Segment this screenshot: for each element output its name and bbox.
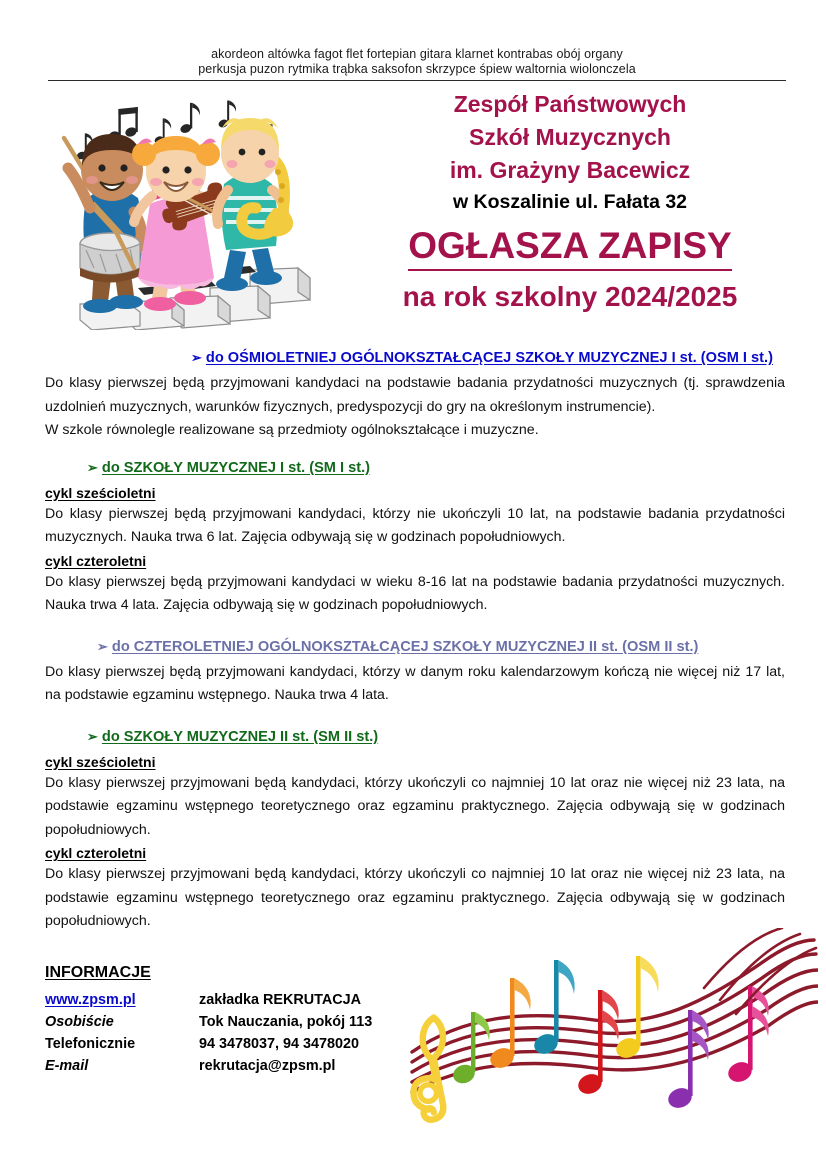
section-heading-sm-2	[45, 727, 785, 747]
school-name-line-3: im. Grażyny Bacewicz	[449, 157, 691, 183]
header-divider	[48, 80, 786, 81]
section-sm-2-cykl-6-text: Do klasy pierwszej przyjmowani będą kandydaci, którzy ukończyli co najmniej 10 lat oraz nie więcej niż 23 lata, na podstawie egzaminu wstępnego teoretycznego oraz egzaminu praktycznego. Zajęcia odbywają się w godzinach popołudniowych.	[45, 774, 785, 838]
phone-label: Telefonicznie	[45, 1036, 136, 1052]
arrow-bullet-icon: ➢	[97, 638, 108, 654]
section-osm-1	[45, 348, 785, 443]
section-sm-2	[45, 727, 785, 934]
spacer	[45, 443, 785, 458]
spacer	[45, 708, 785, 727]
contact-row-phone	[45, 1033, 465, 1055]
section-osm-1-paragraph-2: W szkole równolegle realizowane są przedmioty ogólnokształcące i muzyczne.	[45, 422, 539, 438]
section-osm-2-paragraph-1: Do klasy pierwszej będą przyjmowani kandydaci, którzy w danym roku kalendarzowym kończą nie więcej niż 17 lat, na podstawie egzaminu wstępnego. Nauka trwa 4 lata.	[45, 663, 785, 703]
saxophonist-boy	[216, 118, 293, 291]
website-link[interactable]: www.zpsm.pl	[45, 992, 136, 1008]
email-address[interactable]: rekrutacja@zpsm.pl	[199, 1058, 336, 1074]
section-sm-1-cykl-6-label: cykl sześcioletni	[45, 484, 156, 501]
section-sm-1-cykl-4-text: Do klasy pierwszej będą przyjmowani kandydaci w wieku 8-16 lat na podstawie badania przydatności muzycznych. Nauka trwa 4 lata. Zajęcia odbywają się w godzinach popołudniowych.	[45, 573, 785, 613]
section-sm-1-cykl-4-label: cykl czteroletni	[45, 552, 147, 569]
section-sm-2-cykl-6-label: cykl sześcioletni	[45, 753, 156, 770]
section-osm-2	[45, 637, 785, 708]
in-person-label: Osobiście	[45, 1014, 114, 1030]
email-label: E-mail	[45, 1058, 89, 1074]
school-year: na rok szkolny 2024/2025	[402, 281, 738, 312]
phone-numbers: 94 3478037, 94 3478020	[199, 1036, 360, 1052]
contact-information	[45, 962, 465, 1077]
note-yellow	[613, 956, 658, 1061]
section-heading-osm-1	[45, 348, 785, 368]
section-sm-1	[45, 458, 785, 618]
section-heading-sm-1-label: do SZKOŁY MUZYCZNEJ I st. (SM I st.)	[101, 459, 371, 476]
section-heading-sm-2-label: do SZKOŁY MUZYCZNEJ II st. (SM II st.)	[101, 728, 379, 745]
spacer	[45, 618, 785, 637]
section-heading-osm-1-label: do OŚMIOLETNIEJ OGÓLNOKSZTAŁCĄCEJ SZKOŁY MUZYCZNEJ I st. (OSM I st.)	[205, 350, 773, 366]
website-note: zakładka REKRUTACJA	[199, 992, 362, 1008]
section-heading-osm-2	[45, 637, 785, 657]
enrollment-sections	[45, 348, 785, 934]
contact-row-email	[45, 1055, 465, 1077]
contact-row-website	[45, 989, 465, 1011]
musical-staff-illustration	[404, 928, 818, 1134]
school-title-block	[336, 88, 804, 318]
school-name-line-1: Zespół Państwowych	[453, 91, 687, 117]
arrow-bullet-icon: ➢	[87, 728, 98, 744]
arrow-bullet-icon: ➢	[191, 350, 202, 365]
section-osm-1-paragraph-1: Do klasy pierwszej będą przyjmowani kandydaci na podstawie badania przydatności muzycznych (tj. sprawdzenia uzdolnień muzycznych, warunków fizycznych, predyspozycji do gry na określonym instrumencie).	[45, 375, 785, 415]
instrument-list	[48, 47, 786, 77]
section-sm-2-cykl-4-text: Do klasy pierwszej przyjmowani będą kandydaci, którzy ukończyli co najmniej 10 lat oraz nie więcej niż 23 lata, na podstawie egzaminu wstępnego teoretycznego oraz egzaminu praktycznego. Zajęcia odbywają się w godzinach popołudniowych.	[45, 866, 785, 929]
instrument-list-line-2: perkusja puzon rytmika trąbka saksofon skrzypce śpiew waltornia wiolonczela	[198, 62, 636, 76]
section-heading-osm-2-label: do CZTEROLETNIEJ OGÓLNOKSZTAŁCĄCEJ SZKOŁY MUZYCZNEJ II st. (OSM II st.)	[111, 638, 699, 655]
school-name-line-2: Szkół Muzycznych	[469, 124, 671, 150]
announcement-headline: OGŁASZA ZAPISY	[336, 222, 804, 269]
note-orange	[487, 978, 530, 1071]
contact-row-in-person	[45, 1011, 465, 1033]
section-heading-sm-1	[45, 458, 785, 478]
arrow-bullet-icon: ➢	[87, 459, 98, 475]
children-musicians-illustration	[52, 92, 327, 330]
section-sm-1-cykl-6-text: Do klasy pierwszej będą przyjmowani kandydaci, którzy nie ukończyli 10 lat, na podstawie badania przydatności muzycznych. Nauka trwa 6 lat. Zajęcia odbywają się w godzinach popołudniowych.	[45, 505, 785, 545]
in-person-value: Tok Nauczania, pokój 113	[199, 1014, 373, 1030]
instrument-list-line-1: akordeon altówka fagot flet fortepian gitara klarnet kontrabas obój organy	[211, 47, 623, 61]
contact-information-title: INFORMACJE	[45, 964, 151, 981]
section-sm-2-cykl-4-label: cykl czteroletni	[45, 845, 147, 861]
school-address: w Koszalinie ul. Fałata 32	[452, 191, 688, 213]
